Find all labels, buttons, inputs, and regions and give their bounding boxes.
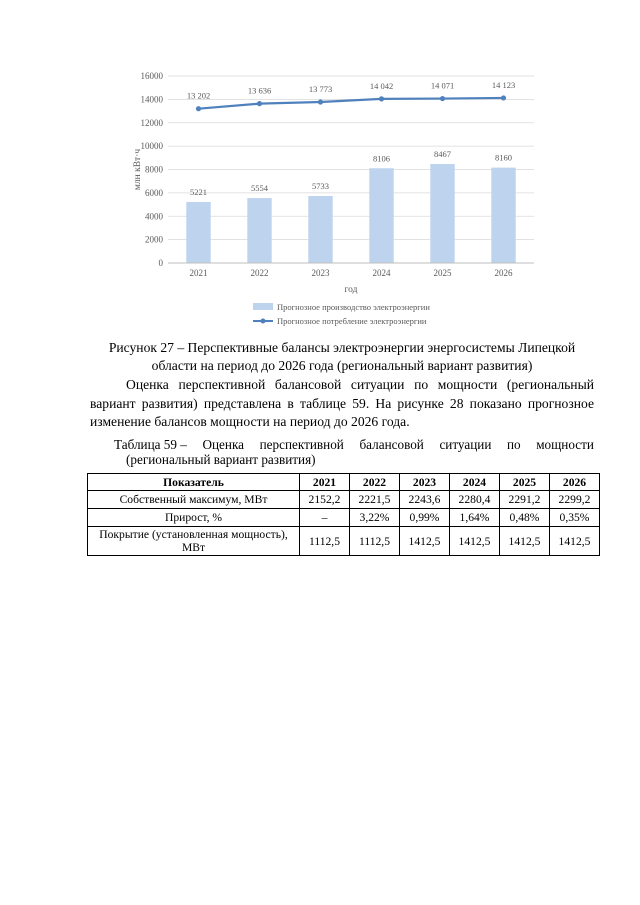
table-cell: 1,64% <box>450 509 500 527</box>
balance-chart <box>120 62 540 337</box>
line-point <box>379 96 384 101</box>
table-row <box>88 527 600 556</box>
table-cell: 0,99% <box>400 509 450 527</box>
bar-data-label: 8160 <box>495 152 512 163</box>
table-row <box>88 491 600 509</box>
line-point <box>257 101 262 106</box>
bar <box>308 196 332 263</box>
caption-word: балансовой <box>359 437 424 452</box>
x-tick-label: 2021 <box>189 268 208 278</box>
paragraph-text: Оценка перспективной балансовой ситуации по мощности (региональный вариант развития) представлена в таблице 59. На рисунке 28 показано прогнозное изменение балансов мощности на период до 2026 года. <box>90 377 594 429</box>
line-data-label: 13 636 <box>247 85 272 96</box>
table-cell: 1112,5 <box>350 527 400 556</box>
table-cell: 1112,5 <box>300 527 350 556</box>
header-cell: 2023 <box>400 474 450 491</box>
header-cell: 2025 <box>500 474 550 491</box>
line-data-label: 14 123 <box>491 79 516 90</box>
table-header-row <box>88 474 600 491</box>
line-data-label: 14 042 <box>369 80 394 91</box>
bar <box>369 168 393 263</box>
table-caption <box>114 437 594 467</box>
row-label: Собственный максимум, МВт <box>88 491 300 509</box>
header-cell: 2021 <box>300 474 350 491</box>
row-label: Покрытие (установленная мощность), МВт <box>88 527 300 556</box>
table-cell: 1412,5 <box>450 527 500 556</box>
bar <box>186 202 210 263</box>
x-tick-label: 2026 <box>494 268 513 278</box>
table-cell: 1412,5 <box>550 527 600 556</box>
y-tick-label: 16000 <box>140 71 163 81</box>
y-tick-label: 12000 <box>140 117 163 128</box>
body-paragraph <box>90 376 594 432</box>
x-tick-label: 2022 <box>250 268 269 278</box>
bar <box>491 168 515 263</box>
bar-data-label: 8106 <box>373 153 390 164</box>
y-tick-label: 8000 <box>145 164 163 175</box>
table-cell: 0,35% <box>550 509 600 527</box>
line-data-label: 13 773 <box>308 84 333 95</box>
table-caption-line2: (региональный вариант развития) <box>126 452 316 467</box>
legend-line-marker <box>261 319 266 324</box>
table-cell: 2152,2 <box>300 491 350 509</box>
y-tick-label: 14000 <box>140 94 163 105</box>
table-cell: 1412,5 <box>400 527 450 556</box>
header-cell: 2022 <box>350 474 400 491</box>
bar <box>247 198 271 263</box>
y-tick-label: 0 <box>158 258 163 268</box>
row-label: Прирост, % <box>88 509 300 527</box>
table-cell: 2299,2 <box>550 491 600 509</box>
y-tick-label: 2000 <box>145 234 163 245</box>
line-point <box>196 106 201 111</box>
line-data-label: 14 071 <box>430 80 455 91</box>
caption-word: перспективной <box>259 437 344 452</box>
caption-word: Оценка <box>202 437 245 452</box>
x-axis-label: год <box>344 285 358 295</box>
header-cell: Показатель <box>88 474 300 491</box>
bar-data-label: 5733 <box>312 180 329 191</box>
x-tick-label: 2025 <box>433 268 452 278</box>
caption-word: мощности <box>536 437 594 452</box>
x-tick-label: 2024 <box>372 268 391 278</box>
header-cell: 2024 <box>450 474 500 491</box>
caption-word: Таблица 59 – <box>114 437 187 452</box>
table-cell: 2280,4 <box>450 491 500 509</box>
line-point <box>501 95 506 100</box>
x-tick-label: 2023 <box>311 268 330 278</box>
figure-caption: Рисунок 27 – Перспективные балансы электроэнергии энергосистемы Липецкой области на период до 2026 года (региональный вариант развития) <box>108 340 576 373</box>
table-cell: – <box>300 509 350 527</box>
header-cell: 2026 <box>550 474 600 491</box>
table-cell: 3,22% <box>350 509 400 527</box>
table-caption-line1 <box>114 437 594 452</box>
bar-data-label: 5554 <box>251 183 268 194</box>
table-cell: 2221,5 <box>350 491 400 509</box>
line-point <box>318 99 323 104</box>
table-row <box>88 509 600 527</box>
table-cell: 1412,5 <box>500 527 550 556</box>
caption-word: по <box>506 437 521 452</box>
table-cell: 0,48% <box>500 509 550 527</box>
legend-label: Прогнозное производство электроэнергии <box>277 302 430 312</box>
bar-data-label: 8467 <box>434 149 451 160</box>
y-tick-label: 10000 <box>140 141 163 152</box>
bar-data-label: 5221 <box>190 186 207 197</box>
table-cell: 2291,2 <box>500 491 550 509</box>
legend-bar-swatch <box>253 303 273 310</box>
y-tick-label: 4000 <box>145 211 163 222</box>
line-point <box>440 96 445 101</box>
table-cell: 2243,6 <box>400 491 450 509</box>
power-balance-table <box>87 473 600 556</box>
line-data-label: 13 202 <box>186 90 211 101</box>
y-tick-label: 6000 <box>145 187 163 198</box>
y-axis-label: млн кВт·ч <box>133 148 143 191</box>
bar <box>430 164 454 263</box>
caption-word: ситуации <box>439 437 492 452</box>
legend-label: Прогнозное потребление электроэнергии <box>277 316 427 326</box>
